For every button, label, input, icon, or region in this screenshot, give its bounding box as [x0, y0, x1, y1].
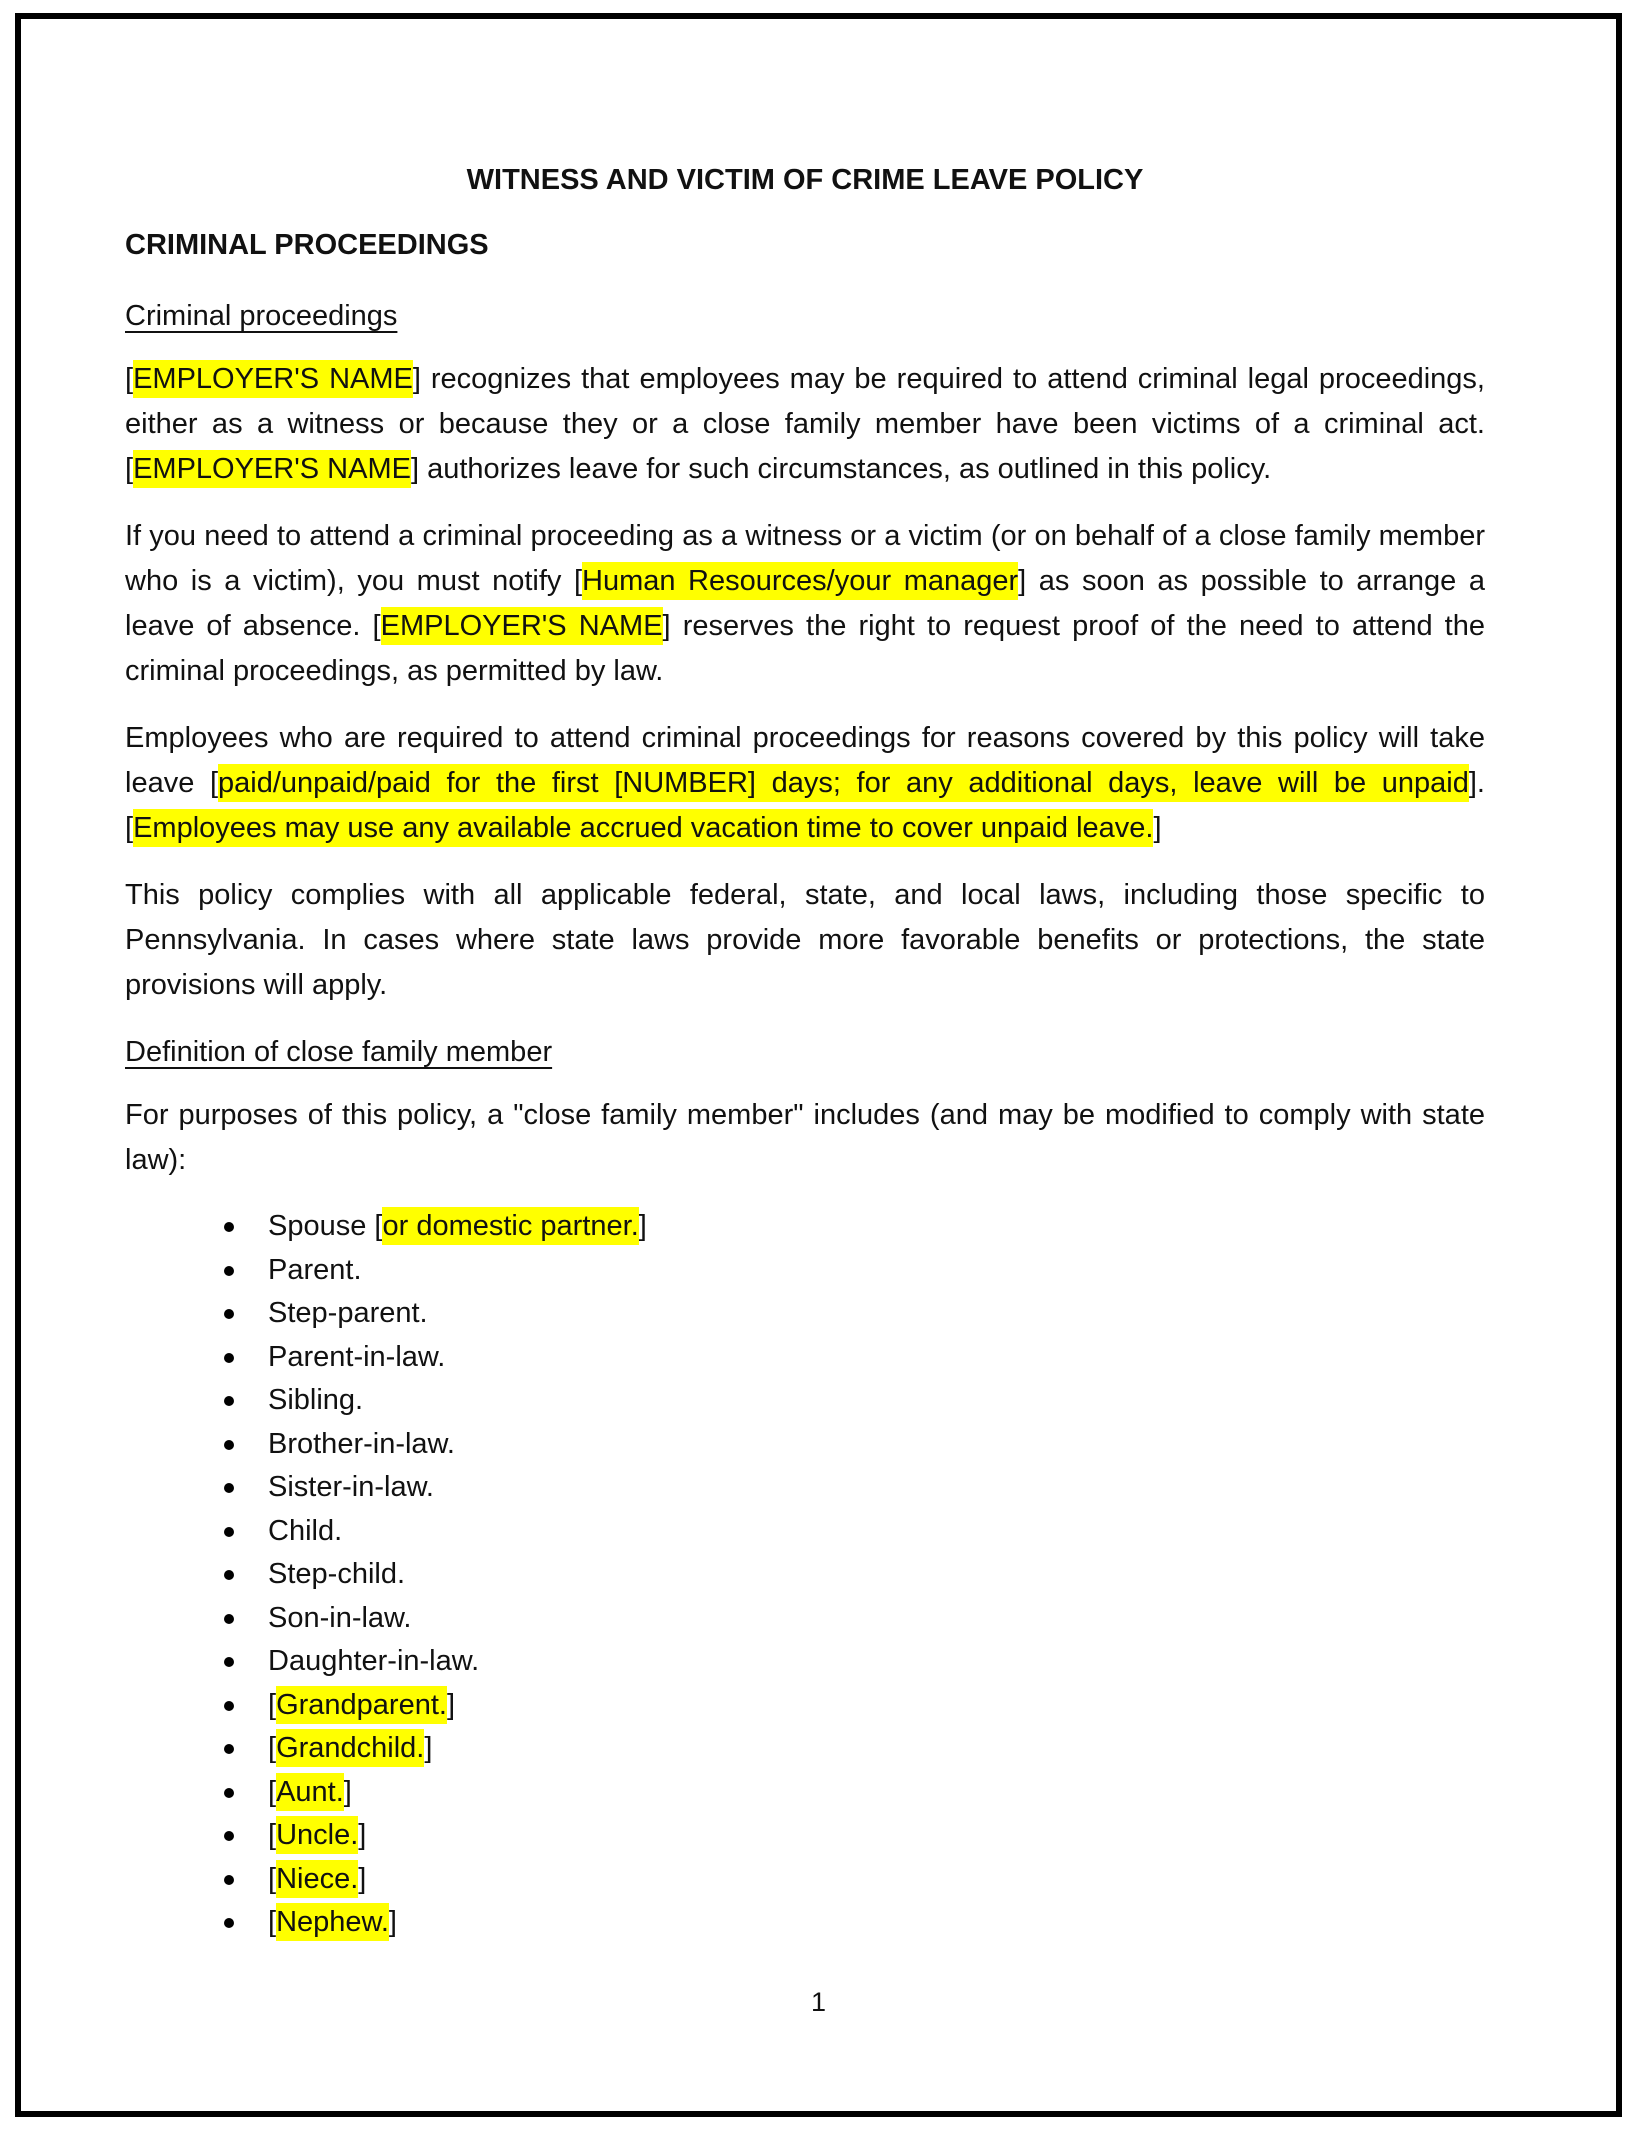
text-run: For purposes of this policy, a "close family member" includes (and may be modified to comply with state law):: [125, 1099, 1485, 1176]
text-run: [: [268, 1775, 277, 1808]
list-item: [222, 1510, 1485, 1554]
section-heading-criminal-proceedings: CRIMINAL PROCEEDINGS: [125, 229, 489, 261]
highlighted-text: Aunt.: [276, 1773, 344, 1811]
list-item: [222, 1814, 1485, 1858]
list-item: [222, 1379, 1485, 1423]
paragraph-definition-intro: [125, 1093, 1485, 1183]
text-run: Parent.: [268, 1253, 362, 1286]
text-run: Son-in-law.: [268, 1601, 412, 1634]
list-item: [222, 1336, 1485, 1380]
highlighted-text: Nephew.: [276, 1903, 389, 1941]
text-run: ] reserves the right to request proof of the need to attend the criminal proceedings, as permitted by law.: [125, 610, 1485, 687]
document-body: [125, 158, 1485, 1945]
list-item: [222, 1205, 1485, 1249]
text-run: ]: [446, 1688, 456, 1721]
subheading-criminal-proceedings: Criminal proceedings: [125, 300, 398, 332]
text-run: ]. [: [125, 767, 1485, 844]
paragraph-law-compliance: [125, 873, 1485, 1008]
highlighted-text: EMPLOYER'S NAME: [133, 360, 413, 398]
text-run: Sister-in-law.: [268, 1471, 434, 1503]
paragraph-notify-requirements: [125, 514, 1485, 694]
text-run: This policy complies with all applicable federal, state, and local laws, including those specific to Pennsylvania. In cases where state laws provide more favorable benefits or protections, the state provisions will apply.: [125, 879, 1485, 1001]
highlighted-text: Grandparent.: [276, 1686, 447, 1724]
highlighted-text: Human Resources/your manager: [582, 562, 1018, 600]
text-run: [: [268, 1862, 277, 1895]
text-run: ]: [424, 1732, 433, 1764]
list-item: [222, 1901, 1485, 1945]
list-item: [222, 1249, 1485, 1293]
text-run: ]: [638, 1210, 647, 1242]
list-item: [222, 1684, 1485, 1728]
list-item: [222, 1640, 1485, 1684]
subheading-definition-close-family-member: Definition of close family member: [125, 1036, 553, 1068]
text-run: Brother-in-law.: [268, 1427, 455, 1460]
text-run: ] as soon as possible to arrange a leave of absence. [: [125, 565, 1485, 642]
list-item: [222, 1771, 1485, 1815]
text-run: Parent-in-law.: [268, 1340, 446, 1373]
text-run: ]: [358, 1819, 367, 1851]
text-run: [: [268, 1688, 277, 1721]
highlighted-text: Niece.: [276, 1860, 358, 1898]
highlighted-text: EMPLOYER'S NAME: [381, 607, 663, 645]
text-run: Child.: [268, 1514, 343, 1547]
text-run: Step-parent.: [268, 1297, 428, 1329]
text-run: ]: [1153, 812, 1162, 844]
family-member-list: [125, 1205, 1485, 1945]
page-number: 1: [810, 1987, 827, 2017]
text-run: ] authorizes leave for such circumstances, as outlined in this policy.: [410, 453, 1272, 485]
paragraph-employer-recognizes: [125, 357, 1485, 492]
highlighted-text: or domestic partner.: [382, 1207, 638, 1245]
highlighted-text: paid/unpaid/paid for the first [NUMBER] days; for any additional days, leave will be unpaid: [218, 764, 1469, 802]
text-run: Daughter-in-law.: [268, 1645, 480, 1677]
document-title: WITNESS AND VICTIM OF CRIME LEAVE POLICY: [466, 164, 1144, 196]
text-run: ] recognizes that employees may be required to attend criminal legal proceedings, either as a witness or because they or a close family member have been victims of a criminal act. [: [125, 363, 1485, 485]
highlighted-text: EMPLOYER'S NAME: [133, 450, 411, 488]
text-run: [: [268, 1906, 277, 1938]
list-item: [222, 1553, 1485, 1597]
paragraph-leave-pay-terms: [125, 716, 1485, 851]
text-run: [: [125, 363, 134, 395]
text-run: ]: [343, 1775, 352, 1808]
highlighted-text: Employees may use any available accrued vacation time to cover unpaid leave.: [133, 809, 1153, 847]
text-run: Step-child.: [268, 1558, 406, 1590]
list-item: [222, 1292, 1485, 1336]
text-run: Sibling.: [268, 1384, 364, 1416]
text-run: [: [268, 1819, 277, 1851]
highlighted-text: Grandchild.: [276, 1729, 424, 1767]
text-run: ]: [388, 1906, 397, 1938]
text-run: ]: [358, 1862, 367, 1895]
list-item: [222, 1727, 1485, 1771]
text-run: Employees who are required to attend criminal proceedings for reasons covered by this policy will take leave [: [125, 722, 1485, 799]
list-item: [222, 1466, 1485, 1510]
text-run: [: [268, 1732, 277, 1764]
text-run: Spouse [: [268, 1210, 383, 1242]
list-item: [222, 1597, 1485, 1641]
text-run: If you need to attend a criminal proceeding as a witness or a victim (or on behalf of a close family member who is a victim), you must notify [: [125, 520, 1485, 597]
list-item: [222, 1423, 1485, 1467]
highlighted-text: Uncle.: [276, 1816, 358, 1854]
list-item: [222, 1858, 1485, 1902]
